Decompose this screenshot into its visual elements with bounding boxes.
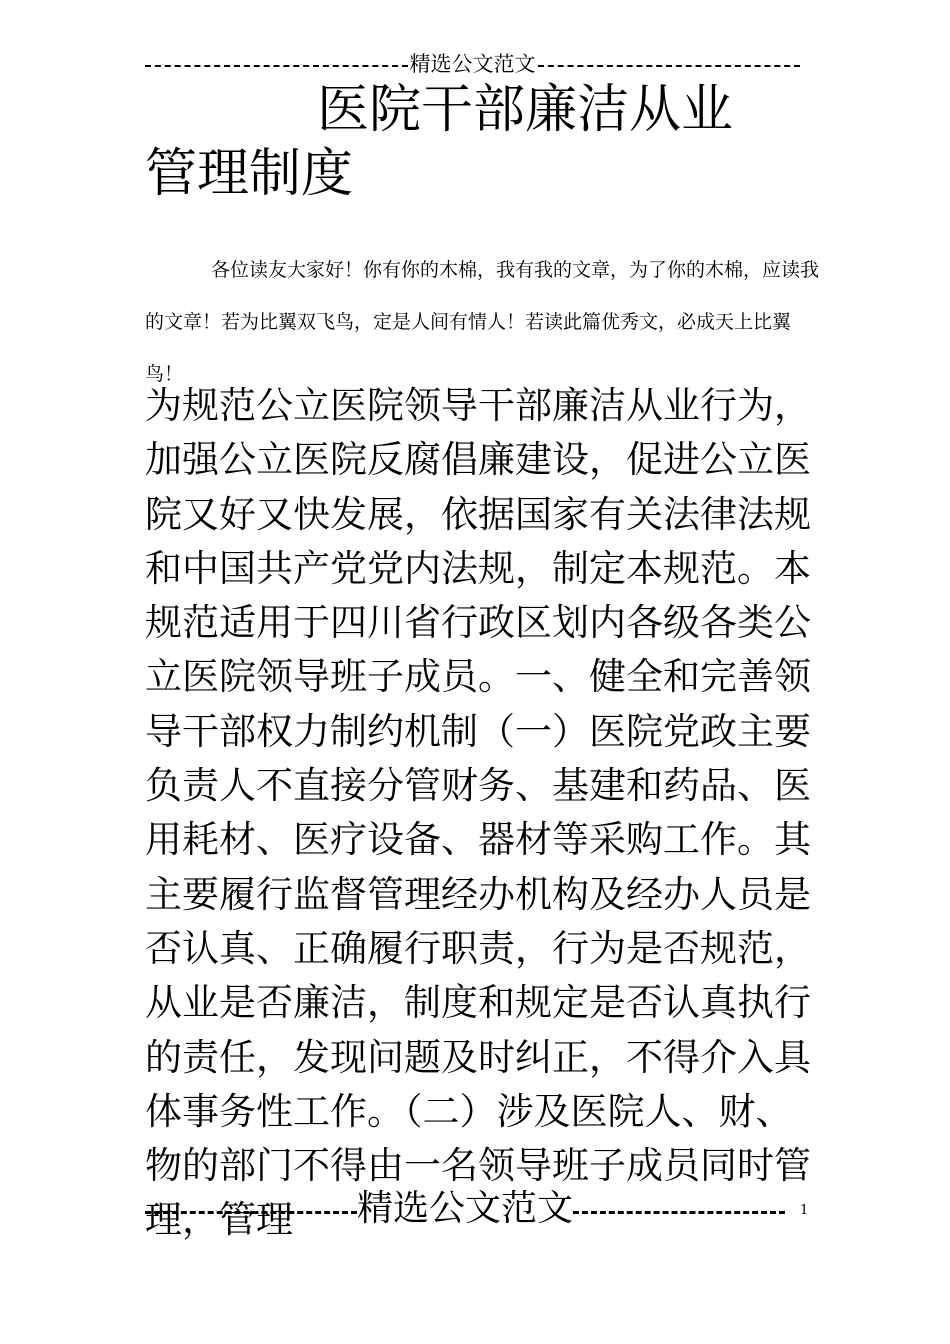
page-footer	[145, 1186, 785, 1232]
footer-dash-right	[573, 1211, 785, 1214]
page-number: 1	[800, 1203, 809, 1218]
page-header	[145, 48, 800, 80]
footer-label: 精选公文范文	[357, 1188, 574, 1229]
body-paragraph: 为规范公立医院领导干部廉洁从业行为，加强公立医院反腐倡廉建设，促进公立医院又好又快发展，依据国家有关法律法规和中国共产党党内法规，制定本规范。本规范适用于四川省行政区划内各级各类公立医院领导班子成员。一、健全和完善领导干部权力制约机制（一）医院党政主要负责人不直接分管财务、基建和药品、医用耗材、医疗设备、器材等采购工作。其主要履行监督管理经办机构及经办人员是否认真、正确履行职责，行为是否规范，从业是否廉洁，制度和规定是否认真执行的责任，发现问题及时纠正，不得介入具体事务性工作。（二）涉及医院人、财、物的部门不得由一名领导班子成员同时管理，管理	[145, 384, 811, 1242]
header-dash-left	[145, 65, 408, 67]
document-title	[145, 78, 825, 206]
footer-dash-left	[145, 1211, 357, 1214]
title-line-1: 医院干部廉洁从业	[317, 80, 734, 140]
header-dash-right	[538, 65, 801, 67]
intro-paragraph: 各位读友大家好！你有你的木棉，我有我的文章，为了你的木棉，应读我的文章！若为比翼双飞鸟，定是人间有情人！若读此篇优秀文，必成天上比翼鸟！	[145, 259, 820, 385]
header-label: 精选公文范文	[409, 52, 536, 76]
title-line-2: 管理制度	[145, 144, 354, 204]
